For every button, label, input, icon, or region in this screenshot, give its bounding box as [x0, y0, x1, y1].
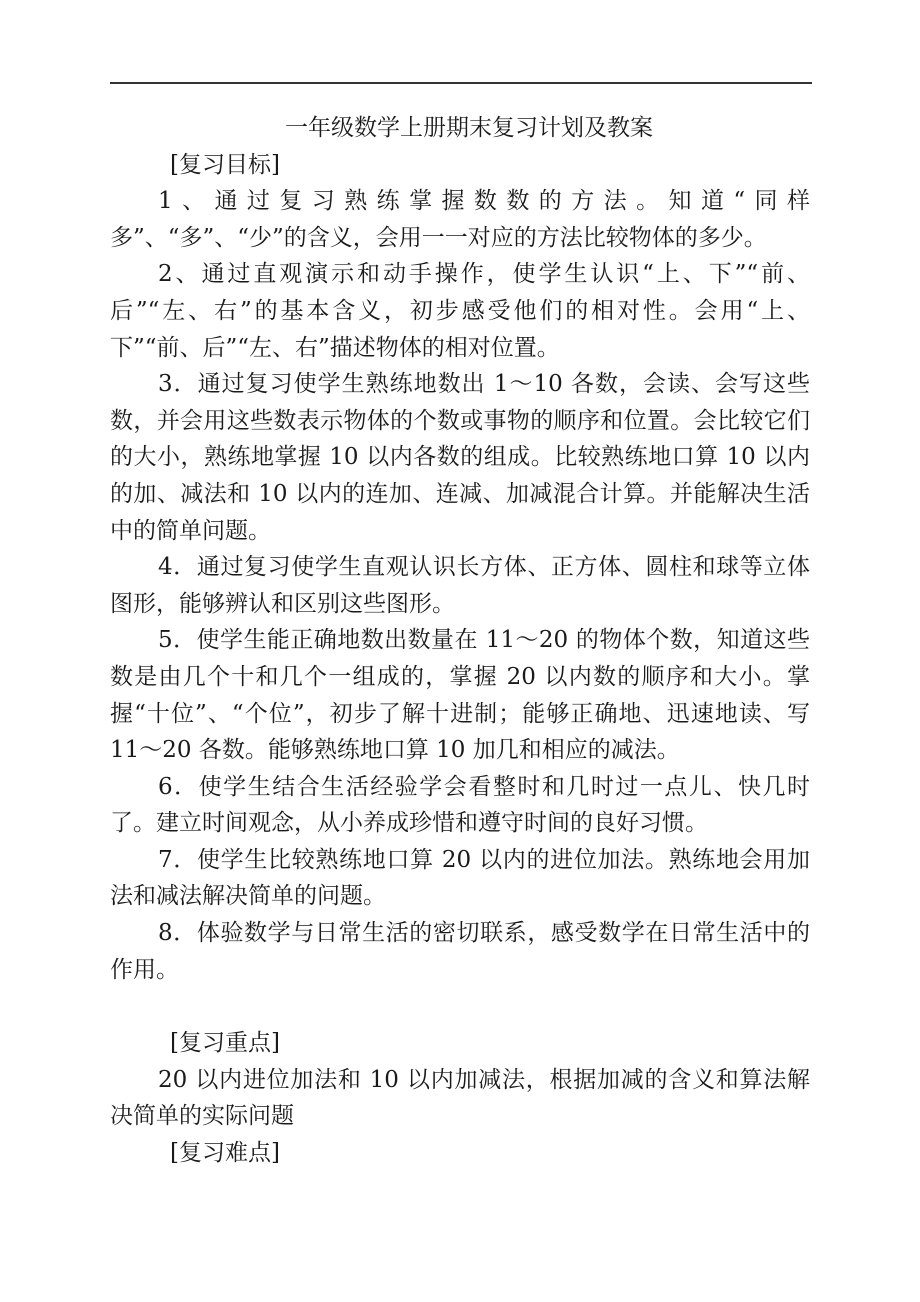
goal-item-3: 3．通过复习使学生熟练地数出 1～10 各数，会读、会写这些数，并会用这些数表示物体的个数或事物的顺序和位置。会比较它们的大小，熟练地掌握 10 以内各数的组成。比较熟练地口算 10 以内的加、减法和 10 以内的连加、连减、加减混合计算。并能解决生活中的简单问题。 — [110, 371, 810, 544]
section-heading-key-points: [复习重点] — [170, 1030, 280, 1057]
goal-item-2: 2、通过直观演示和动手操作，使学生认识“上、下”“前、后”“左、右”的基本含义，初步感受他们的相对性。会用“上、下”“前、后”“左、右”描述物体的相对位置。 — [110, 261, 810, 361]
section-heading-goals: [复习目标] — [170, 151, 280, 178]
goal-item-8: 8．体验数学与日常生活的密切联系，感受数学在日常生活中的作用。 — [110, 920, 810, 983]
document-title: 一年级数学上册期末复习计划及教案 — [285, 115, 653, 141]
goal-item-7: 7．使学生比较熟练地口算 20 以内的进位加法。熟练地会用加法和减法解决简单的问题。 — [110, 846, 810, 910]
goal-item-6: 6．使学生结合生活经验学会看整时和几时过一点儿、快几时了。建立时间观念，从小养成珍惜和遵守时间的良好习惯。 — [110, 773, 810, 837]
goal-item-5: 5．使学生能正确地数出数量在 11～20 的物体个数，知道这些数是由几个十和几个一组成的，掌握 20 以内数的顺序和大小。掌握“十位”、“个位”，初步了解十进制；能够正确地、迅速地读、写 11～20 各数。能够熟练地口算 10 加几和相应的减法。 — [110, 627, 810, 764]
paragraph-spacer — [110, 988, 810, 1025]
section-heading-difficulties: [复习难点] — [170, 1140, 280, 1167]
goal-item-1: 1、通过复习熟练掌握数数的方法。知道“同样多”、“多”、“少”的含义，会用一一对应的方法比较物体的多少。 — [110, 188, 810, 251]
document-body — [110, 110, 810, 1172]
header-rule — [110, 82, 812, 84]
goal-item-4: 4．通过复习使学生直观认识长方体、正方体、圆柱和球等立体图形，能够辨认和区别这些图形。 — [110, 554, 810, 617]
key-points-text: 20 以内进位加法和 10 以内加减法，根据加减的含义和算法解决简单的实际问题 — [110, 1066, 810, 1130]
